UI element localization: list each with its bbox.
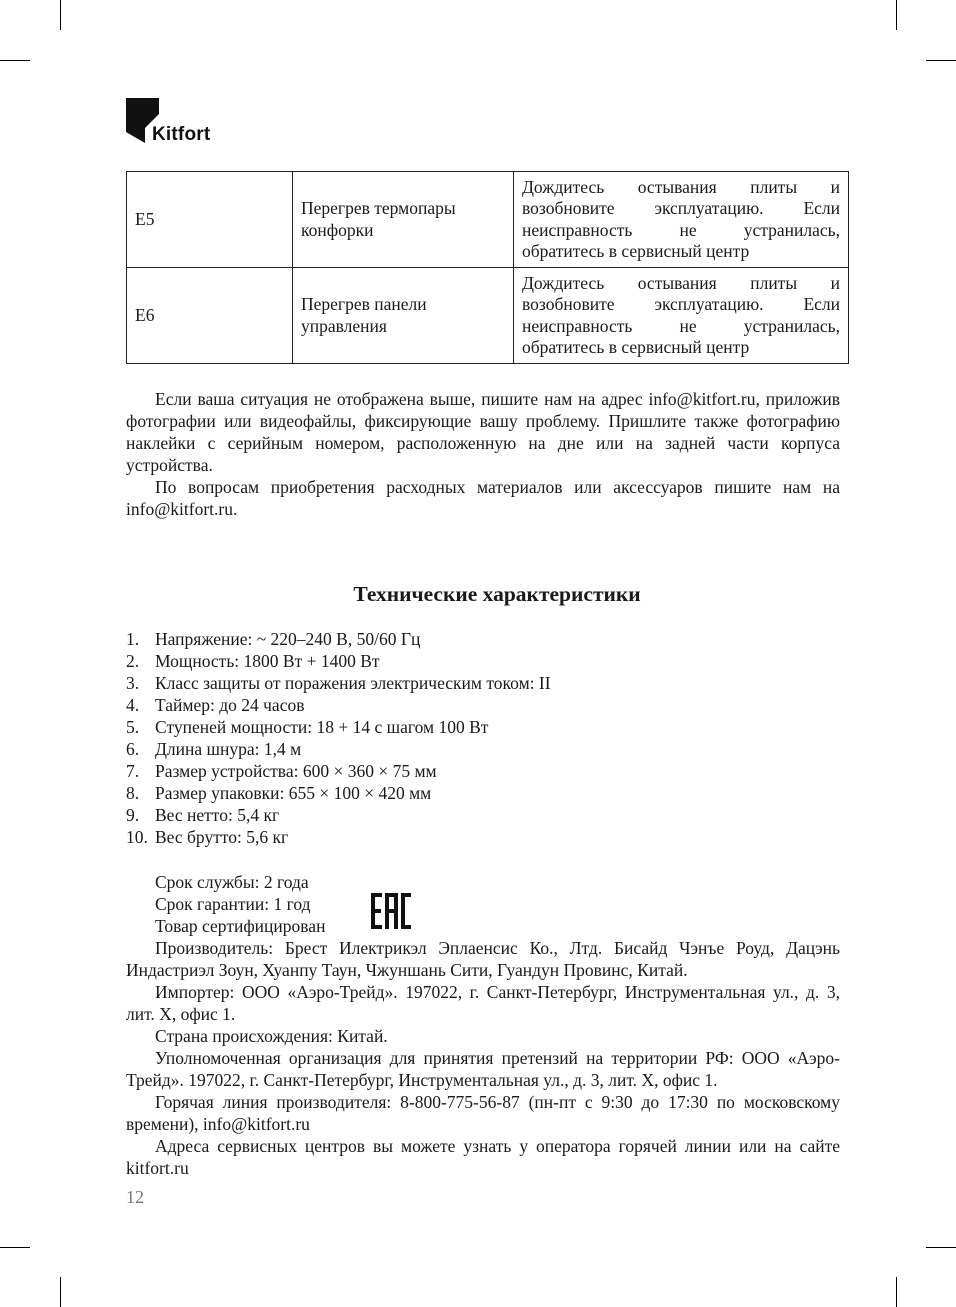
item-number: 5. [126,717,140,737]
crop-mark [926,60,956,61]
item-text: Напряжение: ~ 220–240 В, 50/60 Гц [155,629,421,649]
error-code: E5 [127,172,293,268]
item-number: 9. [126,805,140,825]
crop-mark [0,60,30,61]
crop-mark [896,1277,897,1307]
item-text: Длина шнура: 1,4 м [155,739,302,759]
item-text: Класс защиты от поражения электрическим током: II [155,673,551,693]
crop-mark [896,0,897,30]
error-table [126,171,849,364]
eac-mark-icon [370,892,412,930]
item-number: 8. [126,783,140,803]
item-number: 6. [126,739,140,759]
authorized-organization: Уполномоченная организация для принятия претензий на территории РФ: ООО «Аэро-Трейд». 197022, г. Санкт-Петербург, Инструментальная ул., д. 3, лит. Х, офис 1. [126,1048,840,1090]
list-item [126,628,551,650]
importer: Импортер: ООО «Аэро-Трейд». 197022, г. Санкт-Петербург, Инструментальная ул., д. 3, лит. Х, офис 1. [126,982,840,1024]
item-text: Ступеней мощности: 18 + 14 с шагом 100 Вт [155,717,489,737]
manufacturer: Производитель: Брест Илектрикэл Эплаенсис Ко., Лтд. Бисайд Чэнъе Роуд, Дацэнь Индастриэл Зоун, Хуанпу Таун, Чжуншань Сити, Гуандун Провинс, Китай. [126,938,840,980]
item-text: Вес брутто: 5,6 кг [155,827,289,847]
list-item [126,694,551,716]
service-life: Срок службы: 2 года [155,872,309,892]
contact-paragraph: Если ваша ситуация не отображена выше, пишите нам на адрес info@kitfort.ru, приложив фотографии или видеофайлы, фиксирующие вашу проблему. Пришлите также фотографию наклейки с серийным номером, расположенную на дне или на задней части корпуса устройства. [126,389,840,475]
error-solution: Дождитесь остывания плиты и возобновите эксплуатацию. Если неисправность не устранилась, обратитесь в сервисный центр [514,268,849,364]
list-item [126,738,551,760]
brand-name: Kitfort [152,124,211,145]
table-row [127,268,849,364]
error-description: Перегрев термопары конфорки [293,172,514,268]
item-number: 4. [126,695,140,715]
list-item [126,650,551,672]
item-text: Размер упаковки: 655 × 100 × 420 мм [155,783,432,803]
list-item [126,716,551,738]
item-number: 1. [126,629,140,649]
page-number: 12 [126,1187,144,1207]
list-item [126,760,551,782]
item-number: 3. [126,673,140,693]
item-number: 10. [126,827,148,847]
specs-list [126,628,551,848]
item-text: Вес нетто: 5,4 кг [155,805,280,825]
table-row [127,172,849,268]
service-centers: Адреса сервисных центров вы можете узнать у оператора горячей линии или на сайте kitfort.ru [126,1136,840,1178]
crop-mark [60,1277,61,1307]
item-text: Размер устройства: 600 × 360 × 75 мм [155,761,437,781]
list-item [126,826,551,848]
error-solution: Дождитесь остывания плиты и возобновите эксплуатацию. Если неисправность не устранилась, обратитесь в сервисный центр [514,172,849,268]
crop-mark [60,0,61,30]
crop-mark [0,1247,30,1248]
list-item [126,782,551,804]
list-item [126,672,551,694]
origin-country: Страна происхождения: Китай. [155,1026,388,1046]
item-number: 2. [126,651,140,671]
item-number: 7. [126,761,140,781]
list-item [126,804,551,826]
hotline: Горячая линия производителя: 8-800-775-56-87 (пн-пт с 9:30 до 17:30 по московскому времени), info@kitfort.ru [126,1092,840,1134]
accessories-paragraph: По вопросам приобретения расходных материалов или аксессуаров пишите нам на info@kitfort.ru. [126,477,840,519]
error-description: Перегрев панели управления [293,268,514,364]
crop-mark [926,1247,956,1248]
item-text: Мощность: 1800 Вт + 1400 Вт [155,651,380,671]
item-text: Таймер: до 24 часов [155,695,305,715]
specs-title: Технические характеристики [353,582,641,606]
warranty: Срок гарантии: 1 год [155,894,311,914]
error-code: E6 [127,268,293,364]
certified: Товар сертифицирован [155,916,326,936]
